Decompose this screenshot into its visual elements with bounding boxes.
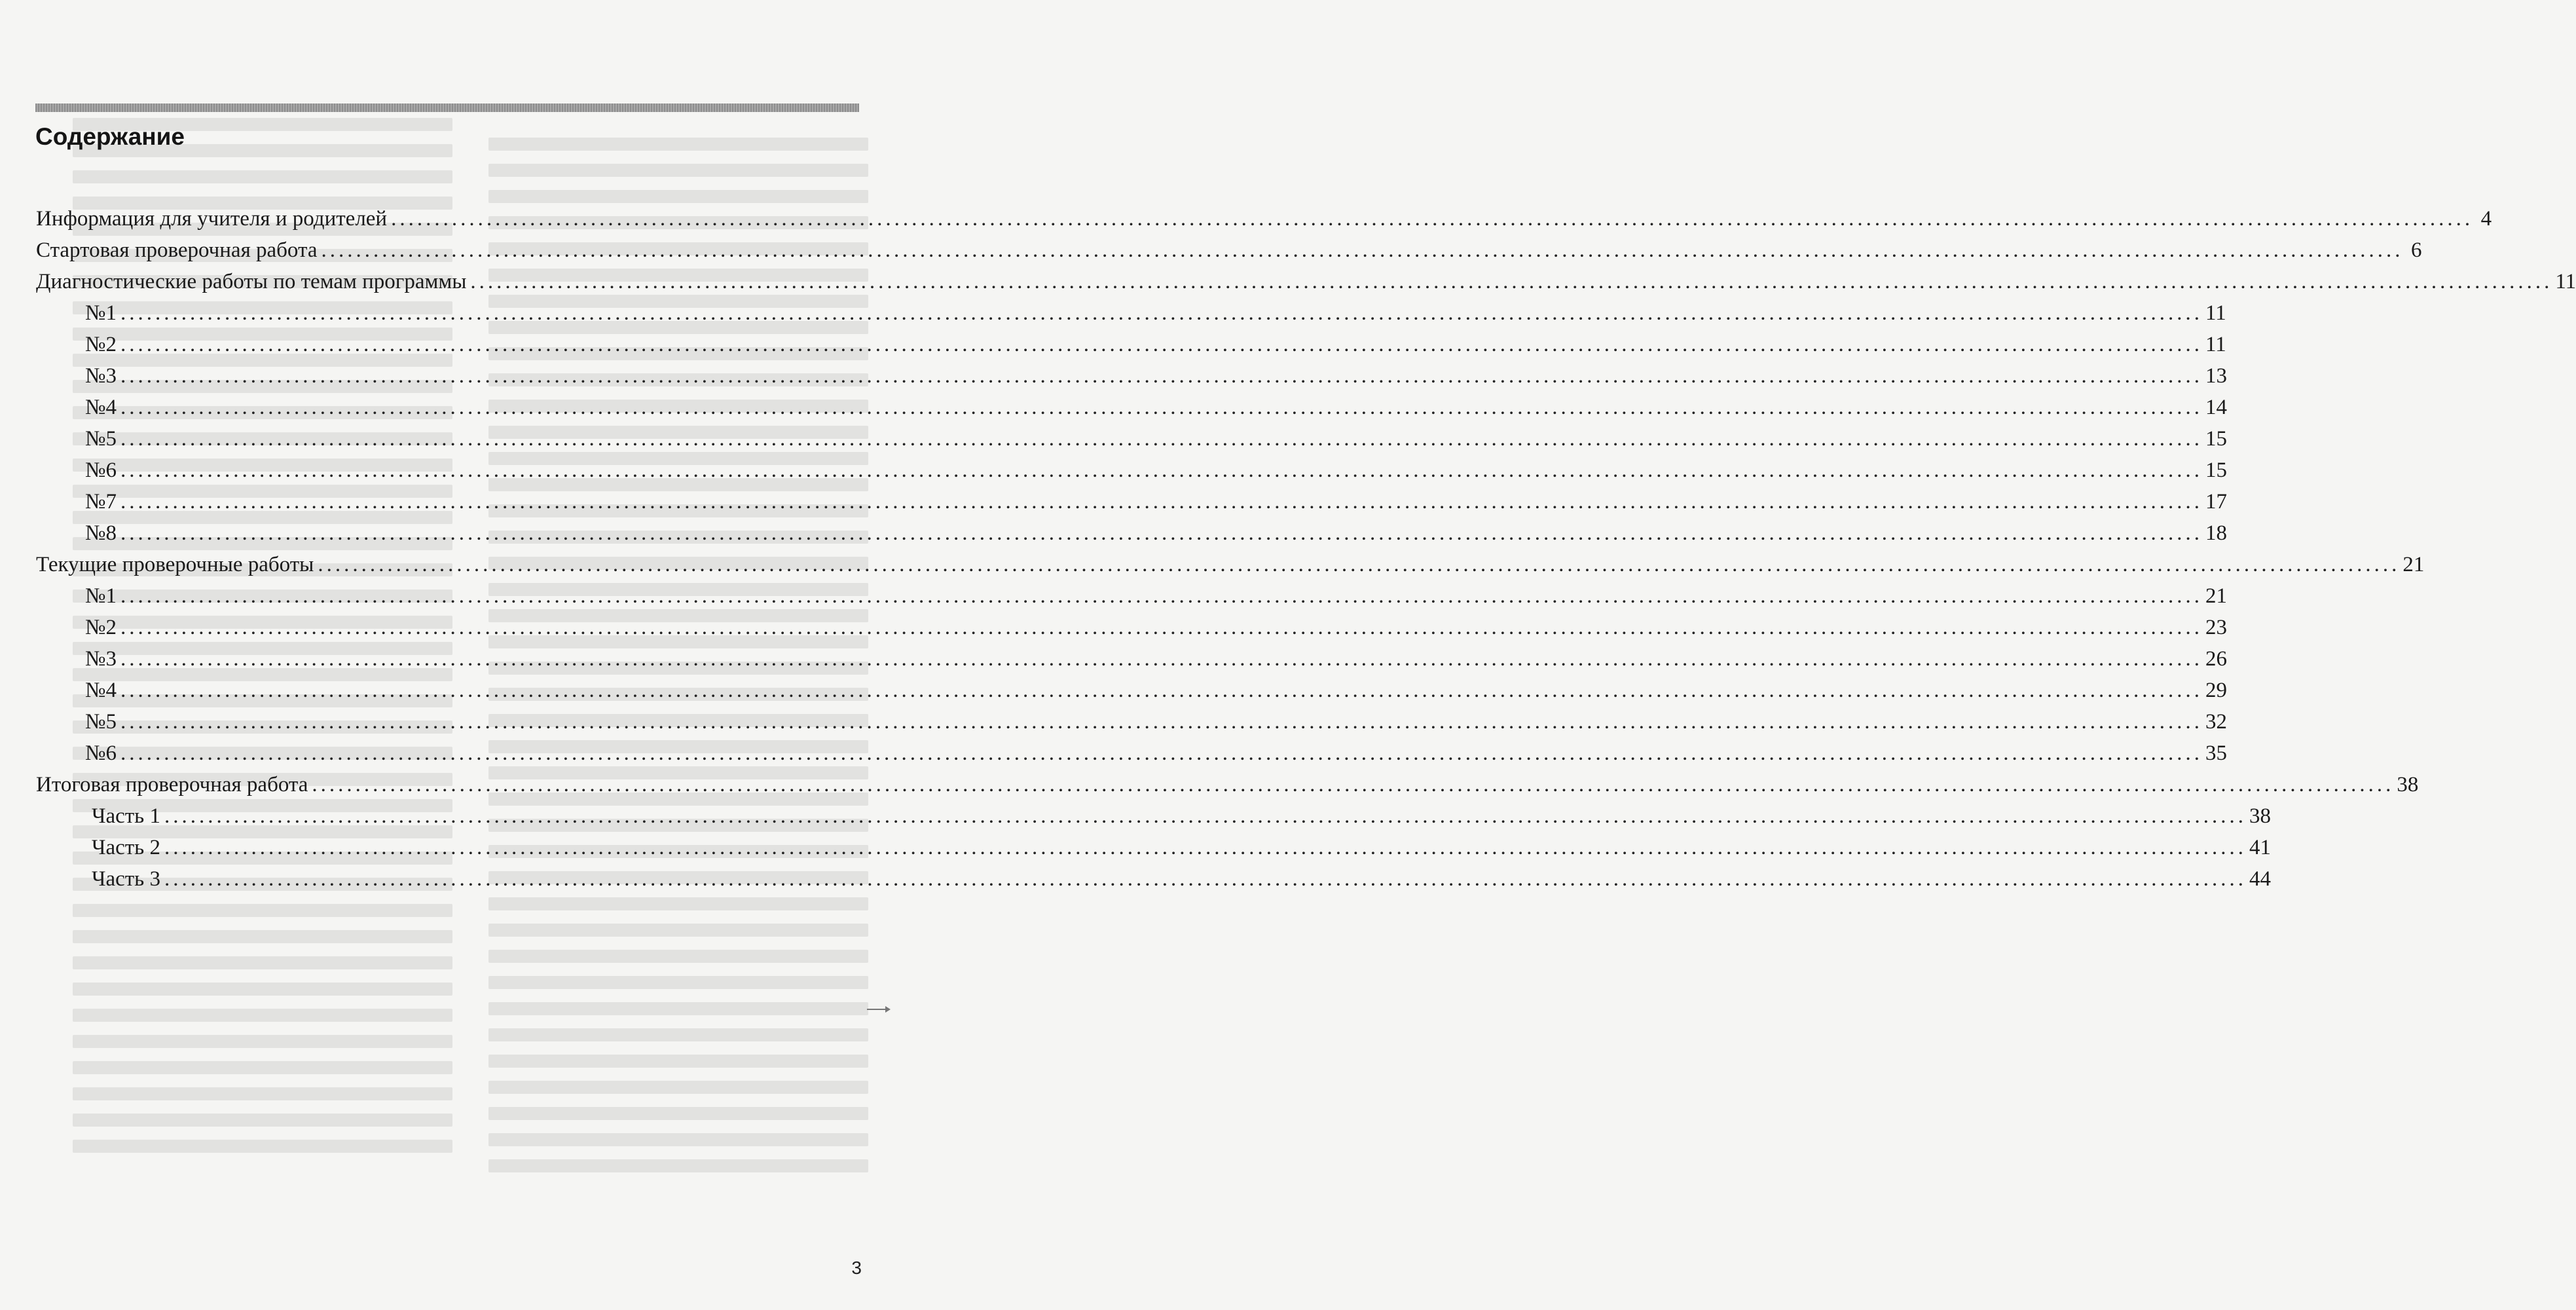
toc-entry-page: 14 — [2205, 396, 2227, 419]
dot-leader: ................................................................................................................................................................................................................................................ — [120, 521, 2203, 545]
toc-entry-label: Часть 1 — [92, 804, 160, 828]
dot-leader: ................................................................................................................................................................................................................................................ — [120, 741, 2203, 765]
toc-entry-label: №2 — [85, 616, 117, 639]
toc-entry — [36, 517, 2227, 549]
toc-entry — [36, 392, 2227, 423]
dot-leader: ................................................................................................................................................................................................................................................ — [120, 427, 2203, 451]
toc-entry-label: №1 — [85, 584, 117, 608]
dot-leader: ................................................................................................................................................................................................................................................ — [391, 207, 2474, 231]
toc-entry-page: 18 — [2205, 521, 2227, 545]
toc-entry-page: 21 — [2402, 553, 2425, 576]
toc-entry-page: 11 — [2205, 301, 2226, 325]
dot-leader: ................................................................................................................................................................................................................................................ — [120, 710, 2203, 734]
toc-entry — [36, 706, 2227, 738]
toc-entry — [36, 266, 2576, 297]
toc-entry — [36, 580, 2227, 612]
toc-entry — [36, 549, 2425, 580]
toc-entry-label: №6 — [85, 458, 117, 482]
dot-leader: ................................................................................................................................................................................................................................................ — [164, 804, 2247, 828]
dot-leader: ................................................................................................................................................................................................................................................ — [321, 238, 2404, 262]
toc-entry-page: 6 — [2410, 238, 2422, 262]
toc-entry — [36, 486, 2227, 517]
toc-entry-page: 23 — [2205, 616, 2227, 639]
toc-entry — [36, 329, 2226, 360]
toc-entry-label: №5 — [85, 427, 117, 451]
page-title: Содержание — [35, 123, 185, 150]
toc-entry-label: №3 — [85, 647, 117, 671]
toc-entry-label: №4 — [85, 396, 117, 419]
toc-entry-page: 38 — [2397, 773, 2419, 796]
toc-entry-label: №6 — [85, 741, 117, 765]
toc-entry-label: Часть 3 — [92, 867, 160, 891]
toc-entry-page: 26 — [2205, 647, 2227, 671]
toc-entry-label: №2 — [85, 333, 117, 356]
toc-entry-label: №5 — [85, 710, 117, 734]
header-rule — [35, 103, 859, 112]
toc-entry-page: 13 — [2205, 364, 2227, 388]
toc-entry-label: №3 — [85, 364, 117, 388]
toc-entry-page: 35 — [2205, 741, 2227, 765]
toc-entry — [36, 643, 2227, 675]
toc-entry — [36, 800, 2271, 832]
dot-leader: ................................................................................................................................................................................................................................................ — [120, 679, 2203, 702]
toc-entry-label: №7 — [85, 490, 117, 514]
page-number: 3 — [851, 1258, 862, 1278]
toc-entry-page: 4 — [2480, 207, 2492, 231]
toc-entry-label: №4 — [85, 679, 117, 702]
dot-leader: ................................................................................................................................................................................................................................................ — [120, 490, 2203, 514]
toc-entry-page: 17 — [2205, 490, 2227, 514]
toc-entry — [36, 203, 2492, 234]
dot-leader: ................................................................................................................................................................................................................................................ — [164, 867, 2247, 891]
dot-leader: ................................................................................................................................................................................................................................................ — [120, 301, 2203, 325]
toc-entry — [36, 738, 2227, 769]
toc-entry-label: Информация для учителя и родителей — [36, 207, 388, 231]
toc-entry-label: №1 — [85, 301, 117, 325]
dot-leader: ................................................................................................................................................................................................................................................ — [120, 584, 2203, 608]
dot-leader: ................................................................................................................................................................................................................................................ — [120, 333, 2203, 356]
dot-leader: ................................................................................................................................................................................................................................................ — [312, 773, 2395, 796]
toc-entry-label: Текущие проверочные работы — [36, 553, 314, 576]
toc-entry — [36, 675, 2227, 706]
toc-entry — [36, 863, 2271, 895]
toc-entry-page: 15 — [2205, 427, 2227, 451]
dot-leader: ................................................................................................................................................................................................................................................ — [120, 647, 2203, 671]
dot-leader: ................................................................................................................................................................................................................................................ — [120, 616, 2203, 639]
toc-entry-label: Диагностические работы по темам программы — [36, 270, 467, 293]
toc-entry — [36, 360, 2227, 392]
dot-leader: ................................................................................................................................................................................................................................................ — [164, 836, 2247, 859]
toc-entry — [36, 423, 2227, 455]
toc-entry — [36, 612, 2227, 643]
toc-entry-page: 11 — [2205, 333, 2226, 356]
toc-entry-page: 15 — [2205, 458, 2227, 482]
dot-leader: ................................................................................................................................................................................................................................................ — [120, 364, 2203, 388]
toc-entry-label: Стартовая проверочная работа — [36, 238, 318, 262]
toc-entry-page: 11 — [2555, 270, 2576, 293]
toc-entry-page: 29 — [2205, 679, 2227, 702]
dot-leader: ................................................................................................................................................................................................................................................ — [120, 458, 2203, 482]
toc-entry — [36, 297, 2226, 329]
dot-leader: ................................................................................................................................................................................................................................................ — [470, 270, 2553, 293]
toc-entry-page: 21 — [2205, 584, 2227, 608]
toc-entry-page: 44 — [2249, 867, 2271, 891]
toc-entry — [36, 769, 2419, 800]
toc-entry — [36, 234, 2422, 266]
toc-entry — [36, 455, 2227, 486]
toc-entry-page: 41 — [2249, 836, 2271, 859]
margin-arrow-mark — [867, 1009, 887, 1010]
toc-entry-page: 32 — [2205, 710, 2227, 734]
toc-entry-label: №8 — [85, 521, 117, 545]
toc-entry — [36, 832, 2271, 863]
toc-entry-label: Итоговая проверочная работа — [36, 773, 308, 796]
toc-entry-label: Часть 2 — [92, 836, 160, 859]
toc-entry-page: 38 — [2249, 804, 2271, 828]
dot-leader: ................................................................................................................................................................................................................................................ — [120, 396, 2203, 419]
dot-leader: ................................................................................................................................................................................................................................................ — [318, 553, 2401, 576]
